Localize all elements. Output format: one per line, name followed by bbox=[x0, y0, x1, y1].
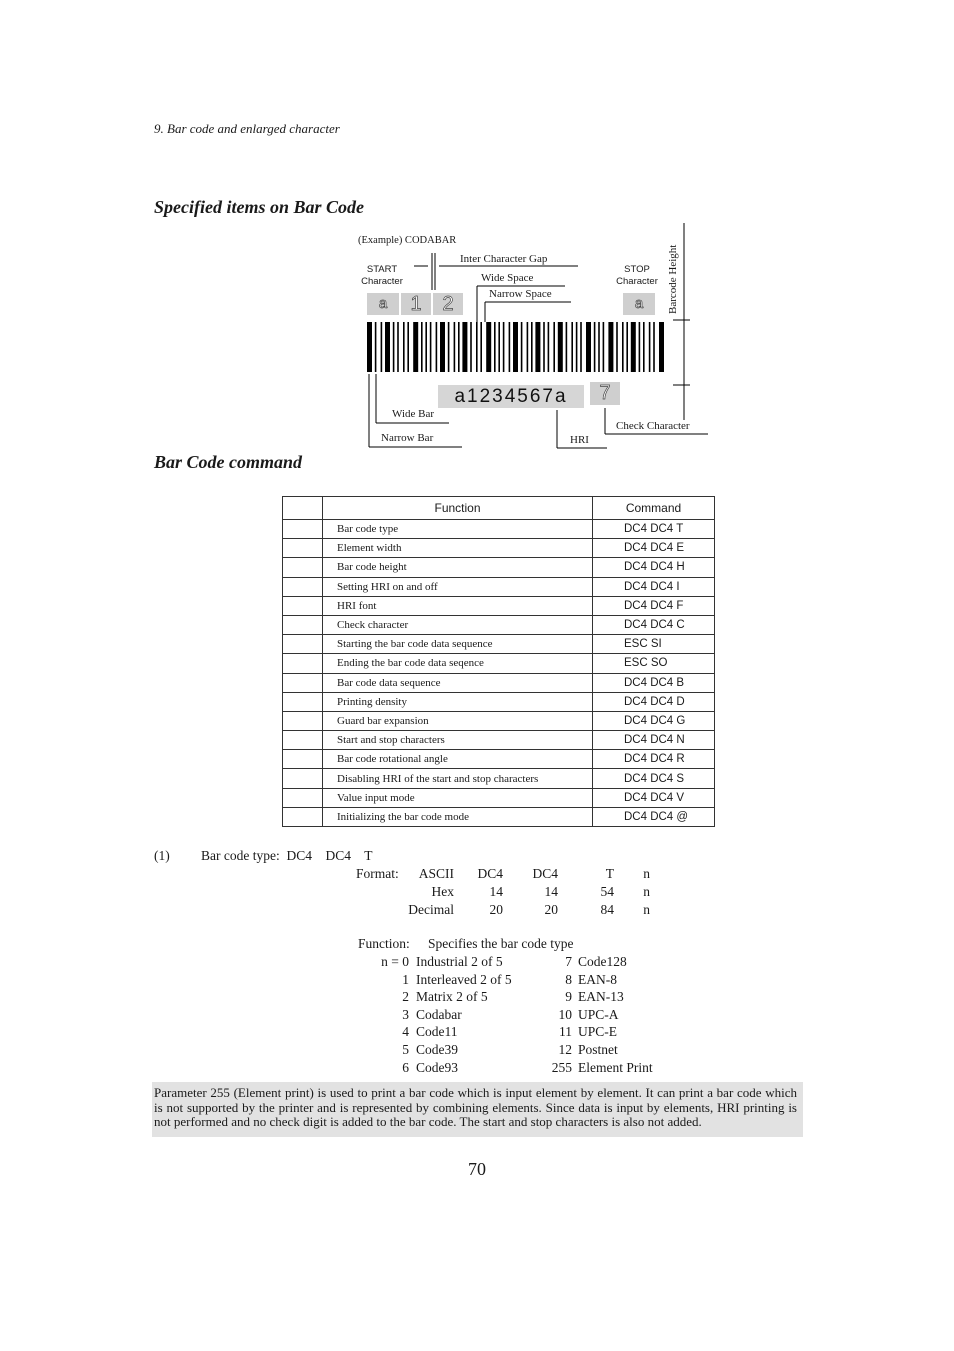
row-blank-cell bbox=[283, 788, 323, 807]
row-function: Element width bbox=[323, 539, 593, 558]
wide-space-label: Wide Space bbox=[481, 272, 534, 284]
hri-label: HRI bbox=[570, 434, 589, 446]
barcode-bar bbox=[631, 322, 636, 372]
barcode-bar bbox=[425, 322, 427, 372]
check-character-label: Check Character bbox=[616, 420, 690, 432]
format-cell-c3: T bbox=[605, 866, 614, 881]
element-print-note: Parameter 255 (Element print) is used to print a bar code which is input element by element. It can print a bar code which is not supported by the printer and is represented by combining elements. Since data is input by elements, HRI printing is not performed and no check digit is added to the bar code. The start and stop characters is also not added. bbox=[152, 1082, 803, 1137]
type-n1: 3 bbox=[402, 1006, 409, 1022]
row-command: ESC SO bbox=[593, 654, 715, 673]
type-name2: Code128 bbox=[578, 954, 627, 969]
format-cell-c4: n bbox=[643, 902, 650, 917]
row-function: Start and stop characters bbox=[323, 731, 593, 750]
type-n2: 8 bbox=[565, 971, 572, 987]
page-number: 70 bbox=[468, 1159, 486, 1179]
row-blank-cell bbox=[283, 577, 323, 596]
barcode-bar bbox=[548, 322, 550, 372]
format-cell-c2: DC4 bbox=[532, 866, 558, 881]
row-function: Bar code data sequence bbox=[323, 673, 593, 692]
type-name1: Codabar bbox=[416, 1006, 462, 1022]
row-function: Guard bar expansion bbox=[323, 711, 593, 730]
table-header-row bbox=[283, 497, 715, 520]
table-row bbox=[283, 788, 715, 807]
barcode-bar bbox=[494, 322, 496, 372]
barcode-bar bbox=[513, 322, 518, 372]
start-character-label: START Character bbox=[361, 264, 403, 287]
barcode-bar bbox=[626, 322, 628, 372]
column-header-command: Command bbox=[593, 497, 715, 520]
barcode-bar bbox=[476, 322, 478, 372]
wide-bar-label: Wide Bar bbox=[392, 408, 435, 420]
table-header-blank bbox=[283, 497, 323, 520]
row-command: DC4 DC4 R bbox=[593, 750, 715, 769]
barcode-bar bbox=[470, 322, 472, 372]
barcode-bar bbox=[558, 322, 563, 372]
running-header: 9. Bar code and enlarged character bbox=[154, 121, 340, 136]
char-box-2: 2 bbox=[433, 293, 463, 315]
barcode-bar bbox=[375, 322, 377, 372]
barcode-bar bbox=[553, 322, 555, 372]
diagram-example-label: (Example) CODABAR bbox=[358, 235, 457, 246]
row-blank-cell bbox=[283, 807, 323, 826]
table-row bbox=[283, 539, 715, 558]
type-name2: Element Print bbox=[578, 1059, 653, 1075]
type-name2: UPC-A bbox=[578, 1006, 619, 1022]
type-name2: EAN-8 bbox=[578, 971, 617, 987]
table-row bbox=[283, 711, 715, 730]
table-row bbox=[283, 558, 715, 577]
function-description: Specifies the bar code type bbox=[428, 936, 574, 951]
row-command: ESC SI bbox=[593, 635, 715, 654]
column-header-function: Function bbox=[323, 497, 593, 520]
table-row bbox=[283, 769, 715, 788]
barcode-bar bbox=[385, 322, 390, 372]
barcode-bar bbox=[598, 322, 600, 372]
format-cell-c2: 20 bbox=[544, 902, 558, 917]
inter-character-gap-label: Inter Character Gap bbox=[460, 253, 548, 265]
row-blank-cell bbox=[283, 539, 323, 558]
row-function: Bar code type bbox=[323, 520, 593, 539]
barcode-bar bbox=[498, 322, 500, 372]
item-number: (1) bbox=[154, 848, 170, 863]
type-n2: 12 bbox=[558, 1042, 572, 1057]
type-n2: 9 bbox=[565, 989, 572, 1005]
type-n2: 255 bbox=[551, 1059, 572, 1075]
row-function: Ending the bar code data seqence bbox=[323, 654, 593, 673]
type-n1: n = 0 bbox=[381, 954, 409, 969]
check-char-box: 7 bbox=[590, 382, 620, 405]
type-n2: 10 bbox=[558, 1006, 572, 1022]
barcode-bar bbox=[421, 322, 423, 372]
type-n2: 11 bbox=[559, 1024, 572, 1040]
barcode-bar bbox=[622, 322, 624, 372]
type-name1: Code39 bbox=[416, 1042, 458, 1057]
row-blank-cell bbox=[283, 673, 323, 692]
row-function: Bar code rotational angle bbox=[323, 750, 593, 769]
barcode-bar bbox=[649, 322, 651, 372]
type-n1: 1 bbox=[402, 971, 409, 987]
table-row bbox=[283, 520, 715, 539]
barcode-bar bbox=[580, 322, 582, 372]
row-command: DC4 DC4 C bbox=[593, 615, 715, 634]
start-char-box: a bbox=[367, 293, 399, 315]
barcode-bar bbox=[367, 322, 372, 372]
section-title-specified-items: Specified items on Bar Code bbox=[154, 197, 364, 217]
row-blank-cell bbox=[283, 692, 323, 711]
row-function: Value input mode bbox=[323, 788, 593, 807]
table-row bbox=[283, 654, 715, 673]
barcode-bar bbox=[407, 322, 409, 372]
type-name2: Postnet bbox=[578, 1042, 618, 1057]
type-n1: 5 bbox=[402, 1042, 409, 1057]
barcode-bar bbox=[509, 322, 511, 372]
barcode-bar bbox=[643, 322, 645, 372]
row-command: DC4 DC4 G bbox=[593, 711, 715, 730]
row-command: DC4 DC4 I bbox=[593, 577, 715, 596]
barcode-bar bbox=[594, 322, 596, 372]
bar-code-command-table bbox=[282, 496, 715, 827]
hri-text-box: a1234567a bbox=[438, 385, 584, 408]
format-cell-c4: n bbox=[643, 884, 650, 899]
format-cell-label: Decimal bbox=[408, 902, 454, 917]
barcode-graphic bbox=[0, 0, 954, 460]
narrow-space-label: Narrow Space bbox=[489, 288, 552, 300]
table-row bbox=[283, 635, 715, 654]
row-function: Setting HRI on and off bbox=[323, 577, 593, 596]
row-blank-cell bbox=[283, 731, 323, 750]
format-cell-c3: 54 bbox=[600, 884, 614, 899]
type-name1: Matrix 2 of 5 bbox=[416, 989, 488, 1005]
type-name1: Interleaved 2 of 5 bbox=[416, 971, 512, 987]
format-cell-c3: 84 bbox=[600, 902, 614, 917]
row-blank-cell bbox=[283, 558, 323, 577]
barcode-bar bbox=[608, 322, 613, 372]
row-function: Printing density bbox=[323, 692, 593, 711]
barcode-bar bbox=[527, 322, 529, 372]
table-row bbox=[283, 577, 715, 596]
barcode-bar bbox=[381, 322, 383, 372]
barcode-bar bbox=[571, 322, 573, 372]
table-row bbox=[283, 731, 715, 750]
type-n1: 4 bbox=[402, 1024, 409, 1040]
table-row bbox=[283, 673, 715, 692]
row-blank-cell bbox=[283, 520, 323, 539]
narrow-bar-label: Narrow Bar bbox=[381, 432, 434, 444]
row-blank-cell bbox=[283, 635, 323, 654]
char-box-1: 1 bbox=[401, 293, 431, 315]
format-cell-c2: 14 bbox=[544, 884, 558, 899]
stop-character-label: STOP Character bbox=[616, 264, 658, 287]
barcode-bar bbox=[543, 322, 545, 372]
row-blank-cell bbox=[283, 711, 323, 730]
row-blank-cell bbox=[283, 769, 323, 788]
format-cell-c1: 14 bbox=[489, 884, 503, 899]
barcode-bar bbox=[659, 322, 664, 372]
row-command: DC4 DC4 D bbox=[593, 692, 715, 711]
barcode-bar bbox=[403, 322, 405, 372]
type-name1: Industrial 2 of 5 bbox=[416, 954, 503, 969]
barcode-bar bbox=[397, 322, 399, 372]
stop-char-box: a bbox=[623, 293, 655, 315]
barcode-bar bbox=[448, 322, 450, 372]
row-command: DC4 DC4 T bbox=[593, 520, 715, 539]
format-label: Format: bbox=[356, 866, 399, 881]
format-cell-c4: n bbox=[643, 866, 650, 881]
row-function: HRI font bbox=[323, 596, 593, 615]
barcode-height-label: Barcode Height bbox=[667, 244, 679, 314]
barcode-bar bbox=[531, 322, 533, 372]
function-label: Function: bbox=[358, 936, 410, 951]
type-n2: 7 bbox=[565, 954, 572, 969]
format-cell-c1: DC4 bbox=[477, 866, 503, 881]
type-n1: 6 bbox=[402, 1059, 409, 1075]
row-command: DC4 DC4 H bbox=[593, 558, 715, 577]
table-row bbox=[283, 807, 715, 826]
row-command: DC4 DC4 V bbox=[593, 788, 715, 807]
table-row bbox=[283, 692, 715, 711]
barcode-bar bbox=[653, 322, 655, 372]
barcode-bar bbox=[586, 322, 591, 372]
type-name2: EAN-13 bbox=[578, 989, 624, 1005]
row-command: DC4 DC4 S bbox=[593, 769, 715, 788]
row-command: DC4 DC4 F bbox=[593, 596, 715, 615]
row-function: Check character bbox=[323, 615, 593, 634]
barcode-bar bbox=[566, 322, 568, 372]
item-title: Bar code type: DC4 DC4 T bbox=[201, 848, 373, 863]
row-blank-cell bbox=[283, 615, 323, 634]
barcode-bar bbox=[462, 322, 467, 372]
barcode-bar bbox=[576, 322, 578, 372]
row-function: Initializing the bar code mode bbox=[323, 807, 593, 826]
barcode-bar bbox=[430, 322, 432, 372]
table-row bbox=[283, 750, 715, 769]
barcode-bar bbox=[436, 322, 438, 372]
row-command: DC4 DC4 N bbox=[593, 731, 715, 750]
row-blank-cell bbox=[283, 750, 323, 769]
barcode-bar bbox=[413, 322, 418, 372]
format-cell-label: Hex bbox=[431, 884, 454, 899]
barcode-bar bbox=[480, 322, 482, 372]
barcode-bar bbox=[639, 322, 641, 372]
row-command: DC4 DC4 @ bbox=[593, 807, 715, 826]
barcode-bar bbox=[454, 322, 456, 372]
type-n1: 2 bbox=[402, 989, 409, 1005]
row-function: Bar code height bbox=[323, 558, 593, 577]
type-name1: Code11 bbox=[416, 1024, 458, 1040]
barcode-bar bbox=[521, 322, 523, 372]
barcode-bar bbox=[393, 322, 395, 372]
barcode-bar bbox=[458, 322, 460, 372]
type-name2: UPC-E bbox=[578, 1024, 618, 1040]
barcode-bar bbox=[503, 322, 505, 372]
barcode-bar bbox=[603, 322, 605, 372]
row-blank-cell bbox=[283, 596, 323, 615]
section-title-bar-code-command: Bar Code command bbox=[154, 452, 303, 472]
row-function: Disabling HRI of the start and stop characters bbox=[323, 769, 593, 788]
type-name1: Code93 bbox=[416, 1059, 458, 1075]
barcode-bar bbox=[616, 322, 618, 372]
barcode-bar bbox=[440, 322, 445, 372]
row-command: DC4 DC4 E bbox=[593, 539, 715, 558]
row-blank-cell bbox=[283, 654, 323, 673]
barcode-bar bbox=[486, 322, 491, 372]
format-cell-c1: 20 bbox=[489, 902, 503, 917]
barcode-bar bbox=[535, 322, 540, 372]
row-command: DC4 DC4 B bbox=[593, 673, 715, 692]
row-function: Starting the bar code data sequence bbox=[323, 635, 593, 654]
table-row bbox=[283, 596, 715, 615]
table-row bbox=[283, 615, 715, 634]
format-cell-label: ASCII bbox=[418, 866, 454, 881]
